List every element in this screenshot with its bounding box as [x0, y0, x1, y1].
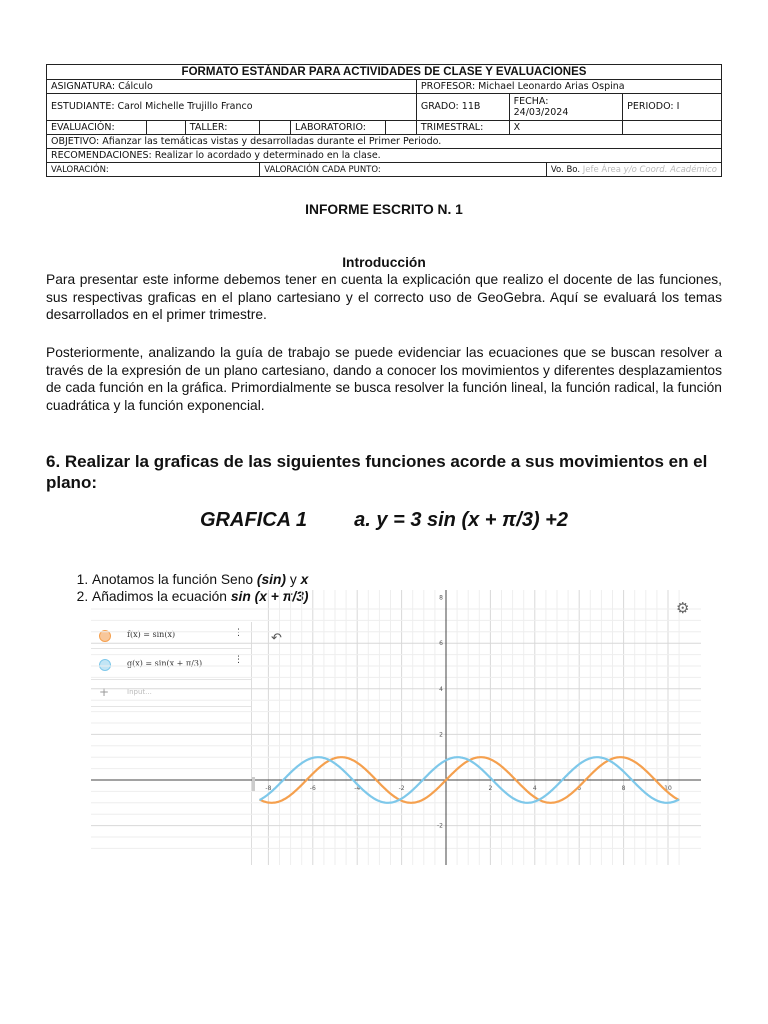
y-tick-label: 6	[439, 640, 443, 648]
laboratorio-box	[386, 121, 417, 135]
vobo-label: Vo. Bo.	[550, 164, 581, 175]
step-1: 1. Anotamos la función Seno (sin) y x	[92, 571, 446, 588]
vobo-jefe: Jefe Área	[582, 164, 621, 175]
y-tick-label: -2	[437, 822, 443, 830]
plot-axes	[91, 590, 701, 865]
valoracion: VALORACIÓN:	[47, 163, 260, 177]
question-6: 6. Realizar la graficas de las siguientes funciones acorde a sus movimientos en el plano:	[46, 452, 708, 492]
x-tick-label: -6	[309, 785, 316, 792]
plot-grid	[91, 590, 701, 865]
x-tick-label: -4	[354, 785, 361, 792]
vobo	[546, 163, 721, 177]
periodo: PERIODO: I	[623, 94, 722, 121]
header-table	[46, 64, 722, 177]
grado: GRADO: 11B	[416, 94, 509, 121]
intro-paragraph-1: Para presentar este informe debemos tener en cuenta la explicación que realizo el docente de las funciones, sus respectivas graficas en el plano cartesiano y el correcto uso de GeoGebra. Aquí se evaluará los temas desarrollados en el primer trimestre.	[46, 272, 722, 322]
fecha-cell	[509, 94, 623, 121]
asignatura: ASIGNATURA: Cálculo	[47, 80, 417, 94]
x-tick-label: 8	[621, 785, 626, 792]
algebra-input[interactable]: Input...	[127, 688, 152, 696]
graphics-view[interactable]	[91, 590, 701, 865]
y-tick-label: 4	[439, 685, 443, 693]
y-tick-label: 2	[439, 731, 443, 739]
valoracion-punto: VALORACIÓN CADA PUNTO:	[260, 163, 547, 177]
header-title: FORMATO ESTÁNDAR PARA ACTIVIDADES DE CLASE Y EVALUACIONES	[47, 65, 722, 80]
f-menu-icon[interactable]: ⋮	[234, 628, 243, 638]
profesor: PROFESOR: Michael Leonardo Arias Ospina	[416, 80, 721, 94]
trimestral: TRIMESTRAL:	[416, 121, 509, 135]
laboratorio: LABORATORIO:	[290, 121, 385, 135]
taller-box	[260, 121, 291, 135]
fecha-label: FECHA:	[513, 96, 549, 107]
plus-icon[interactable]: +	[99, 685, 110, 699]
geogebra-screenshot	[91, 590, 701, 865]
recomendaciones: RECOMENDACIONES: Realizar lo acordado y determinado en la clase.	[47, 149, 722, 163]
g-expression[interactable]: g(x) = sin(x + π/3)	[127, 659, 203, 668]
vobo-coord: y/o Coord. Académico	[623, 164, 717, 175]
x-tick-label: 6	[577, 785, 582, 792]
trimestral-extra	[623, 121, 722, 135]
x-tick-label: 10	[664, 785, 672, 792]
x-tick-label: -2	[398, 785, 405, 792]
x-tick-label: 4	[532, 785, 537, 792]
grafica-heading	[46, 509, 722, 531]
intro-heading: Introducción	[342, 255, 426, 270]
grafica-equation: a. y = 3 sin (x + π/3) +2	[354, 509, 568, 531]
taller: TALLER:	[185, 121, 259, 135]
trimestral-mark: X	[509, 121, 623, 135]
g-menu-icon[interactable]: ⋮	[234, 655, 243, 665]
panel-resize-handle[interactable]	[252, 777, 255, 791]
estudiante: ESTUDIANTE: Carol Michelle Trujillo Franco	[47, 94, 417, 121]
evaluacion: EVALUACIÓN:	[47, 121, 147, 135]
y-tick-label: 8	[439, 594, 443, 602]
step-2: 2. Añadimos la ecuación sin (x + π/3)	[92, 588, 446, 605]
fecha-value: 24/03/2024	[513, 107, 569, 118]
x-tick-label: -8	[265, 785, 272, 792]
intro-paragraph-2: Posteriormente, analizando la guía de trabajo se puede evidenciar las ecuaciones que se buscan resolver a través de la expresión de un plano cartesiano, dando a conocer los movimientos y diferentes desplazamientos de cada función en la gráfica. Primordialmente se busca resolver la función lineal, la función radical, la función cuadrática y la función exponencial.	[46, 345, 722, 413]
settings-icon[interactable]: ⚙	[676, 599, 690, 617]
undo-icon[interactable]: ↶	[271, 631, 282, 646]
f-expression[interactable]: f(x) = sin(x)	[127, 630, 176, 639]
grafica-label: GRAFICA 1	[200, 509, 308, 531]
x-tick-label: 2	[488, 785, 493, 792]
objetivo: OBJETIVO: Afianzar las temáticas vistas y desarrolladas durante el Primer Periodo.	[47, 135, 722, 149]
report-title: INFORME ESCRITO N. 1	[305, 202, 463, 217]
evaluacion-box	[147, 121, 185, 135]
